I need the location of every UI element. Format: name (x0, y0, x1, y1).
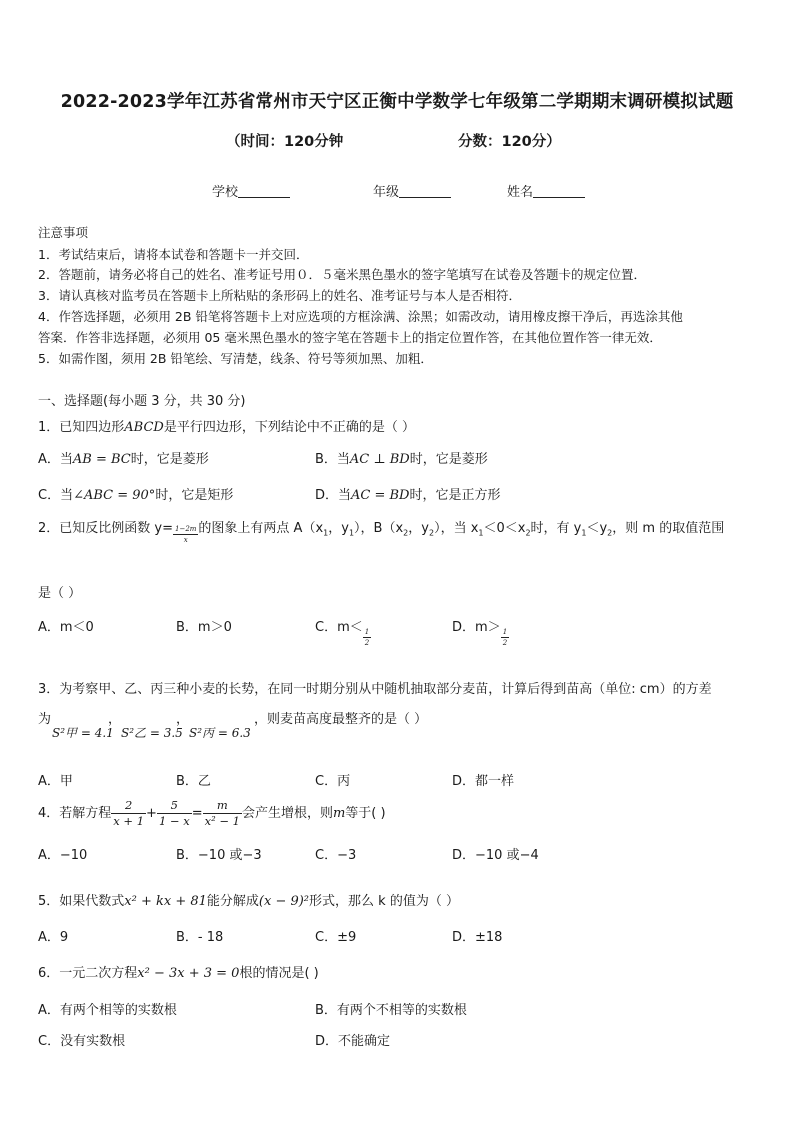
name-blank (533, 184, 585, 198)
q4-fraction-2: $\frac{5}{1 - x}$ (158, 798, 190, 828)
q2-option-c: C．m＜ $\frac{1}{2}$ (315, 620, 370, 647)
q6-option-b: B．有两个不相等的实数根 (315, 1003, 467, 1018)
q3-option-b: B．乙 (176, 774, 211, 789)
name-label: 姓名 (507, 185, 534, 200)
q6-option-d: D．不能确定 (315, 1034, 391, 1049)
question-2-stem: 2．已知反比例函数 y= $\frac{1-2m}{x}$ 的图象上有两点 $A(x_1$，$y_1$），$B(x_2$，$y_2$），当 $x_1<0<x_2$时，有 $y_1<y_2$，则 m 的取值范围 (38, 521, 725, 544)
grade-field (373, 181, 451, 200)
grade-blank (399, 184, 451, 198)
variance-jia: S²甲 = 4.1 (52, 726, 114, 740)
total-score: 分数：120分） (458, 134, 561, 150)
name-field (507, 181, 585, 200)
question-3-stem-continued: 为 (38, 712, 52, 727)
comma: ， (176, 712, 190, 727)
notice-item: 3．请认真核对监考员在答题卡上所粘贴的条形码上的姓名、准考证号与本人是否相符． (38, 288, 521, 303)
q6-option-c: C．没有实数根 (38, 1034, 126, 1049)
variance-bing: S²丙 = 6.3 (189, 726, 251, 740)
question-3-ask: ，则麦苗高度最整齐的是（ ） (254, 712, 428, 727)
question-4-stem: 4．若解方程 $\frac{2}{x + 1}$ + $\frac{5}{1 - x}$ = $\frac{m}{\text{x² − 1}}$ 会产生增根，则m等于( ) (38, 798, 386, 828)
q4-option-b: B．−10 或−3 (176, 848, 262, 863)
question-5-stem: 5．如果代数式x² + kx + 81能分解成(x − 9)²形式，那么 k 的值为（ ） (38, 894, 459, 909)
notice-item: 4．作答选择题，必须用 2B 铅笔将答题卡上对应选项的方框涂满、涂黑；如需改动，请用橡皮擦干净后，再选涂其他 (38, 309, 683, 324)
q2-option-a: A．m＜0 (38, 620, 94, 635)
school-field (212, 181, 290, 200)
notice-item: 1．考试结束后，请将本试卷和答题卡一并交回． (38, 247, 309, 262)
q4-option-d: D．−10 或−4 (452, 848, 539, 863)
q2-option-d: D．m＞ $\frac{1}{2}$ (452, 620, 508, 647)
q1-option-a: A．当AB = BC时，它是菱形 (38, 452, 209, 467)
comma: ， (108, 712, 122, 727)
q5-option-b: B．- 18 (176, 930, 224, 945)
q2-function-fraction: $\frac{1-2m}{x}$ (175, 525, 197, 544)
variance-yi: S²乙 = 3.5 (121, 726, 183, 740)
q5-option-a: A．9 (38, 930, 69, 945)
q4-fraction-3: $\frac{m}{\text{x² − 1}}$ (204, 798, 240, 828)
time-limit: （时间：120分钟 (226, 134, 344, 150)
q5-option-c: C．±9 (315, 930, 357, 945)
question-2-stem-continued: 是（ ） (38, 586, 82, 601)
q2-option-b: B．m＞0 (176, 620, 232, 635)
section-heading: 一、选择题(每小题 3 分，共 30 分) (38, 394, 246, 409)
q4-option-a: A．−10 (38, 848, 88, 863)
notice-item: 2．答题前，请务必将自己的姓名、准考证号用０．５毫米黑色墨水的签字笔填写在试卷及答题卡的规定位置． (38, 267, 646, 282)
q2-half-fraction: $\frac{1}{2}$ (364, 628, 370, 647)
grade-label: 年级 (373, 185, 400, 200)
q1-option-d: D．当AC = BD时，它是正方形 (315, 488, 501, 503)
notice-item: 答案．作答非选择题，必须用 05 毫米黑色墨水的签字笔在答题卡上的指定位置作答，在其他位置作答一律无效． (38, 330, 662, 345)
q3-option-a: A．甲 (38, 774, 73, 789)
q1-option-c: C．当∠ABC = 90°时，它是矩形 (38, 488, 234, 503)
q4-fraction-1: $\frac{2}{x + 1}$ (113, 798, 145, 828)
q1-option-b: B．当AC ⊥ BD时，它是菱形 (315, 452, 488, 467)
exam-title: 2022-2023学年江苏省常州市天宁区正衡中学数学七年级第二学期期末调研模拟试题 (60, 92, 734, 112)
school-blank (238, 184, 290, 198)
school-label: 学校 (212, 185, 239, 200)
notice-item: 5．如需作图，须用 2B 铅笔绘、写清楚，线条、符号等须加黑、加粗． (38, 351, 433, 366)
q5-option-d: D．±18 (452, 930, 503, 945)
q3-option-c: C．丙 (315, 774, 351, 789)
q4-option-c: C．−3 (315, 848, 357, 863)
q6-option-a: A．有两个相等的实数根 (38, 1003, 177, 1018)
q3-option-d: D．都一样 (452, 774, 515, 789)
notice-heading: 注意事项 (38, 225, 89, 240)
question-3-stem: 3．为考察甲、乙、丙三种小麦的长势，在同一时期分别从中随机抽取部分麦苗，计算后得到苗高（单位: cm）的方差 (38, 682, 712, 697)
question-6-stem: 6．一元二次方程x² − 3x + 3 = 0根的情况是( ) (38, 966, 319, 981)
question-1-stem: 1．已知四边形ABCD是平行四边形，下列结论中不正确的是（ ） (38, 420, 415, 435)
q2-half-fraction: $\frac{1}{2}$ (502, 628, 508, 647)
